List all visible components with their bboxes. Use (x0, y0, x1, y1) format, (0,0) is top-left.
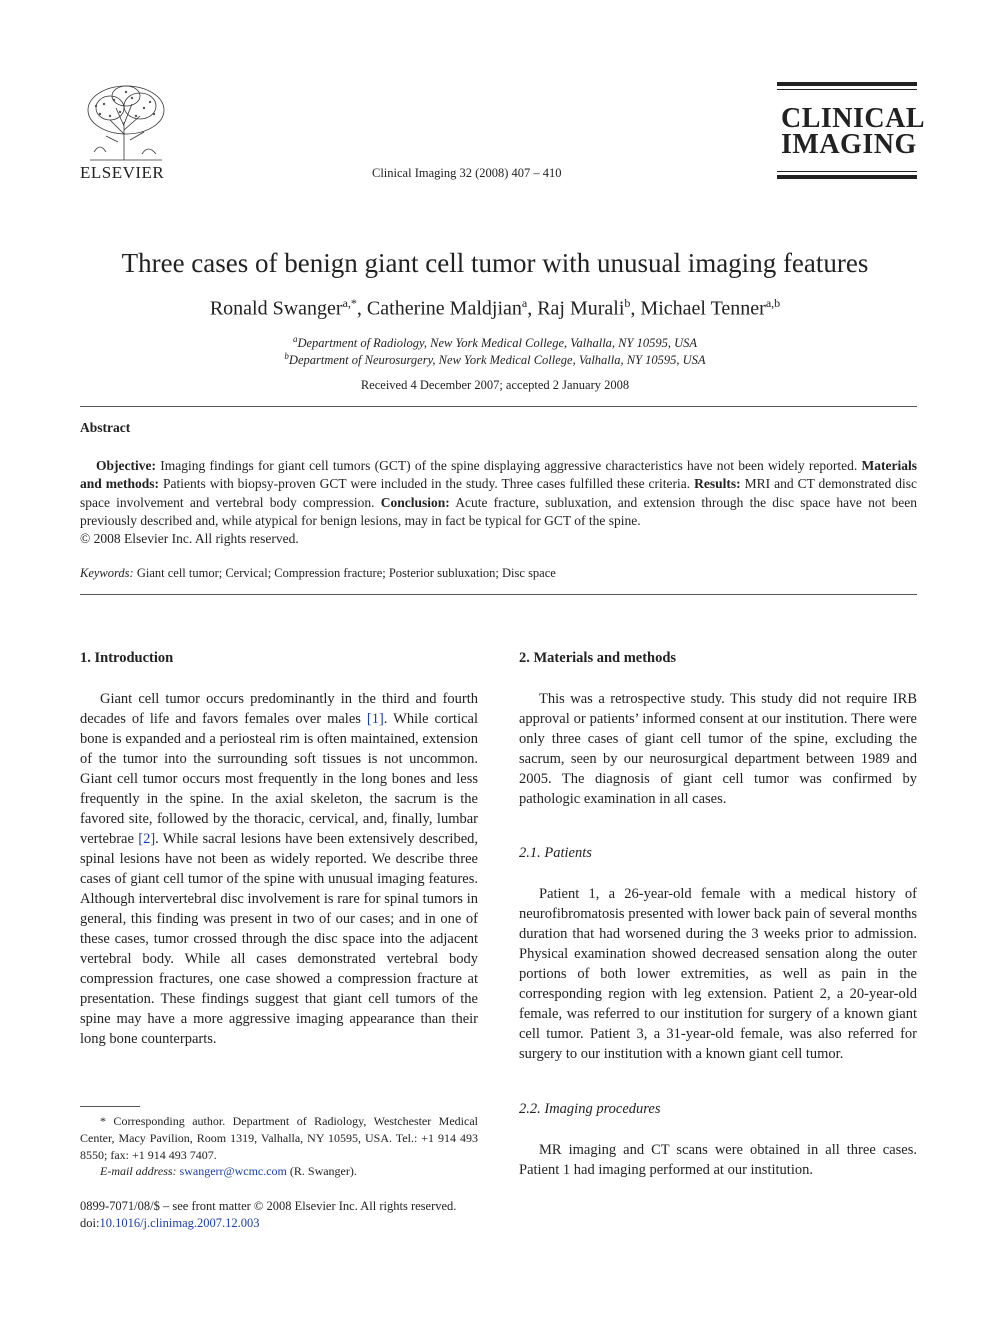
author-sup: a (521, 296, 528, 310)
logo-rule-bottom-thin (777, 171, 917, 172)
keywords-text: Giant cell tumor; Cervical; Compression fracture; Posterior subluxation; Disc space (133, 566, 556, 580)
results-label: Results: (694, 476, 741, 492)
footnote-rule (80, 1106, 140, 1107)
affiliation-sup: a (292, 334, 298, 344)
conclusion-text: Acute fracture, subluxation, and extension through the disc space have not been previously described and, while atypical for benign lesions, may in fact be typical for GCT of the spine. (80, 494, 917, 528)
issn-line: 0899-7071/08/$ – see front matter © 2008 Elsevier Inc. All rights reserved. (80, 1199, 457, 1213)
intro-text-2: . While cortical bone is expanded and a periosteal rim is often maintained, extension of the tumor into the surrounding soft tissues is not uncommon. Giant cell tumor occurs most frequently in the long bones and less frequently in the spine. In the axial skeleton, the sacrum is the favored site, followed by the thoracic, cervical, and, finally, lumbar vertebrae (80, 711, 478, 847)
author-sup: a,b (765, 296, 781, 310)
patients-paragraph: Patient 1, a 26-year-old female with a medical history of neurofibromatosis presented with lower back pain of several months duration that had worsened during the 3 weeks prior to admission. Physical examination showed decreased sensation along the outer portions of both lower extremities, as well as pain in the corresponding region with leg extension. Patient 2, a 20-year-old female, was referred to our institution for surgery of a known giant cell tumor. Patient 3, a 31-year-old female, was also referred for surgery to our institution with a known giant cell tumor. (519, 886, 917, 1062)
divider-top (80, 406, 917, 407)
author-name: Raj Murali (537, 297, 625, 320)
abstract-body (80, 457, 917, 548)
imaging-paragraph: MR imaging and CT scans were obtained in all three cases. Patient 1 had imaging performed at our institution. (519, 1142, 917, 1178)
intro-text-1: Giant cell tumor occurs predominantly in the third and fourth decades of life and favors females over males (80, 691, 478, 727)
affiliation-a (0, 334, 990, 351)
email-label: E-mail address: (100, 1164, 177, 1178)
affiliation-b (0, 351, 990, 368)
journal-logo-line2: IMAGING (781, 129, 917, 160)
intro-text-3: . While sacral lesions have been extensively described, spinal lesions have not been as widely reported. We describe three cases of giant cell tumor of the spine with unusual imaging features. Although intervertebral disc involvement is rare for spinal tumors in general, this finding was present in two of our cases; and in one of these cases, tumor crossed through the disc space into the adjacent vertebral body. While all cases demonstrated vertebral body compression fractures, one case showed a compression fracture at presentation. These findings suggest that giant cell tumors of the spine may have a more aggressive imaging appearance than their long bone counterparts. (80, 831, 479, 1047)
citation-link[interactable]: [2] (138, 831, 156, 847)
doi-link[interactable]: 10.1016/j.clinimag.2007.12.003 (99, 1216, 260, 1230)
author-list: Ronald Swanger$^{a,*}$, Catherine Maldjian$^a$, Raj Murali$^b$, Michael Tenner$^{a,b}$ (209, 296, 781, 320)
copyright: © 2008 Elsevier Inc. All rights reserved. (80, 531, 299, 547)
conclusion-label: Conclusion: (380, 494, 450, 510)
author-sup: a,* (342, 296, 357, 310)
doi-line (80, 1215, 456, 1232)
methods-text: Patients with biopsy-proven GCT were included in the study. Three cases fulfilled these criteria. (159, 476, 691, 492)
keywords (80, 566, 556, 581)
author-sup: b (624, 296, 631, 310)
logo-rule-top-thin (777, 89, 917, 90)
methods-paragraph: This was a retrospective study. This study did not require IRB approval or patients’ informed consent at our institution. There were only three cases of giant cell tumor of the spine, excluding the sacrum, seen by our neurosurgical department between 1989 and 2005. The diagnosis of giant cell tumor was confirmed by pathologic examination in all cases. (519, 691, 917, 807)
email-link[interactable]: swangerr@wcmc.com (179, 1164, 287, 1178)
results-text: MRI and CT demonstrated disc space involvement and vertebral body compression. (80, 476, 917, 510)
author-name: Catherine Maldjian (366, 297, 522, 320)
journal-logo-text (781, 103, 926, 160)
email-suffix: (R. Swanger). (286, 1164, 357, 1178)
patients-heading: 2.1. Patients (519, 845, 592, 861)
journal-logo-line1: CLINICAL (781, 103, 926, 134)
journal-citation: Clinical Imaging 32 (2008) 407 – 410 (372, 166, 562, 180)
affiliation-text: Department of Radiology, New York Medical College, Valhalla, NY 10595, USA (297, 336, 698, 351)
keywords-label: Keywords: (80, 566, 134, 580)
doi-label: doi: (80, 1216, 100, 1230)
author-name: Ronald Swanger (209, 297, 343, 320)
logo-rule-top (777, 82, 917, 86)
publisher-name: ELSEVIER (80, 163, 165, 182)
intro-heading: 1. Introduction (80, 650, 174, 666)
objective-text: Imaging findings for giant cell tumors (GCT) of the spine displaying aggressive characteristics have not been widely reported. (155, 458, 858, 473)
footnote-email (80, 1163, 478, 1180)
intro-paragraph (80, 689, 478, 1049)
methods-label: Materials and methods: (80, 458, 917, 492)
citation-link[interactable]: [1] (366, 711, 384, 727)
objective-label: Objective: (96, 458, 156, 473)
methods-heading: 2. Materials and methods (519, 650, 677, 666)
imaging-heading: 2.2. Imaging procedures (519, 1101, 661, 1117)
journal-logo (777, 82, 926, 180)
affiliation-sup: b (284, 351, 289, 361)
front-matter (80, 1198, 456, 1232)
footnote-corresponding: * Corresponding author. Department of Radiology, Westchester Medical Center, Macy Pavilion, Room 1319, Valhalla, NY 10595, USA. Tel.: +1 914 493 8550; fax: +1 914 493 7407. (80, 1114, 478, 1162)
affiliation-text: Department of Neurosurgery, New York Medical College, Valhalla, NY 10595, USA (288, 353, 706, 368)
divider-bottom (80, 594, 917, 595)
abstract-heading: Abstract (80, 420, 131, 435)
received-dates: Received 4 December 2007; accepted 2 January 2008 (360, 378, 630, 392)
author-name: Michael Tenner (640, 297, 766, 320)
article-title: Three cases of benign giant cell tumor with unusual imaging features (121, 248, 869, 278)
logo-rule-bottom (777, 175, 917, 179)
